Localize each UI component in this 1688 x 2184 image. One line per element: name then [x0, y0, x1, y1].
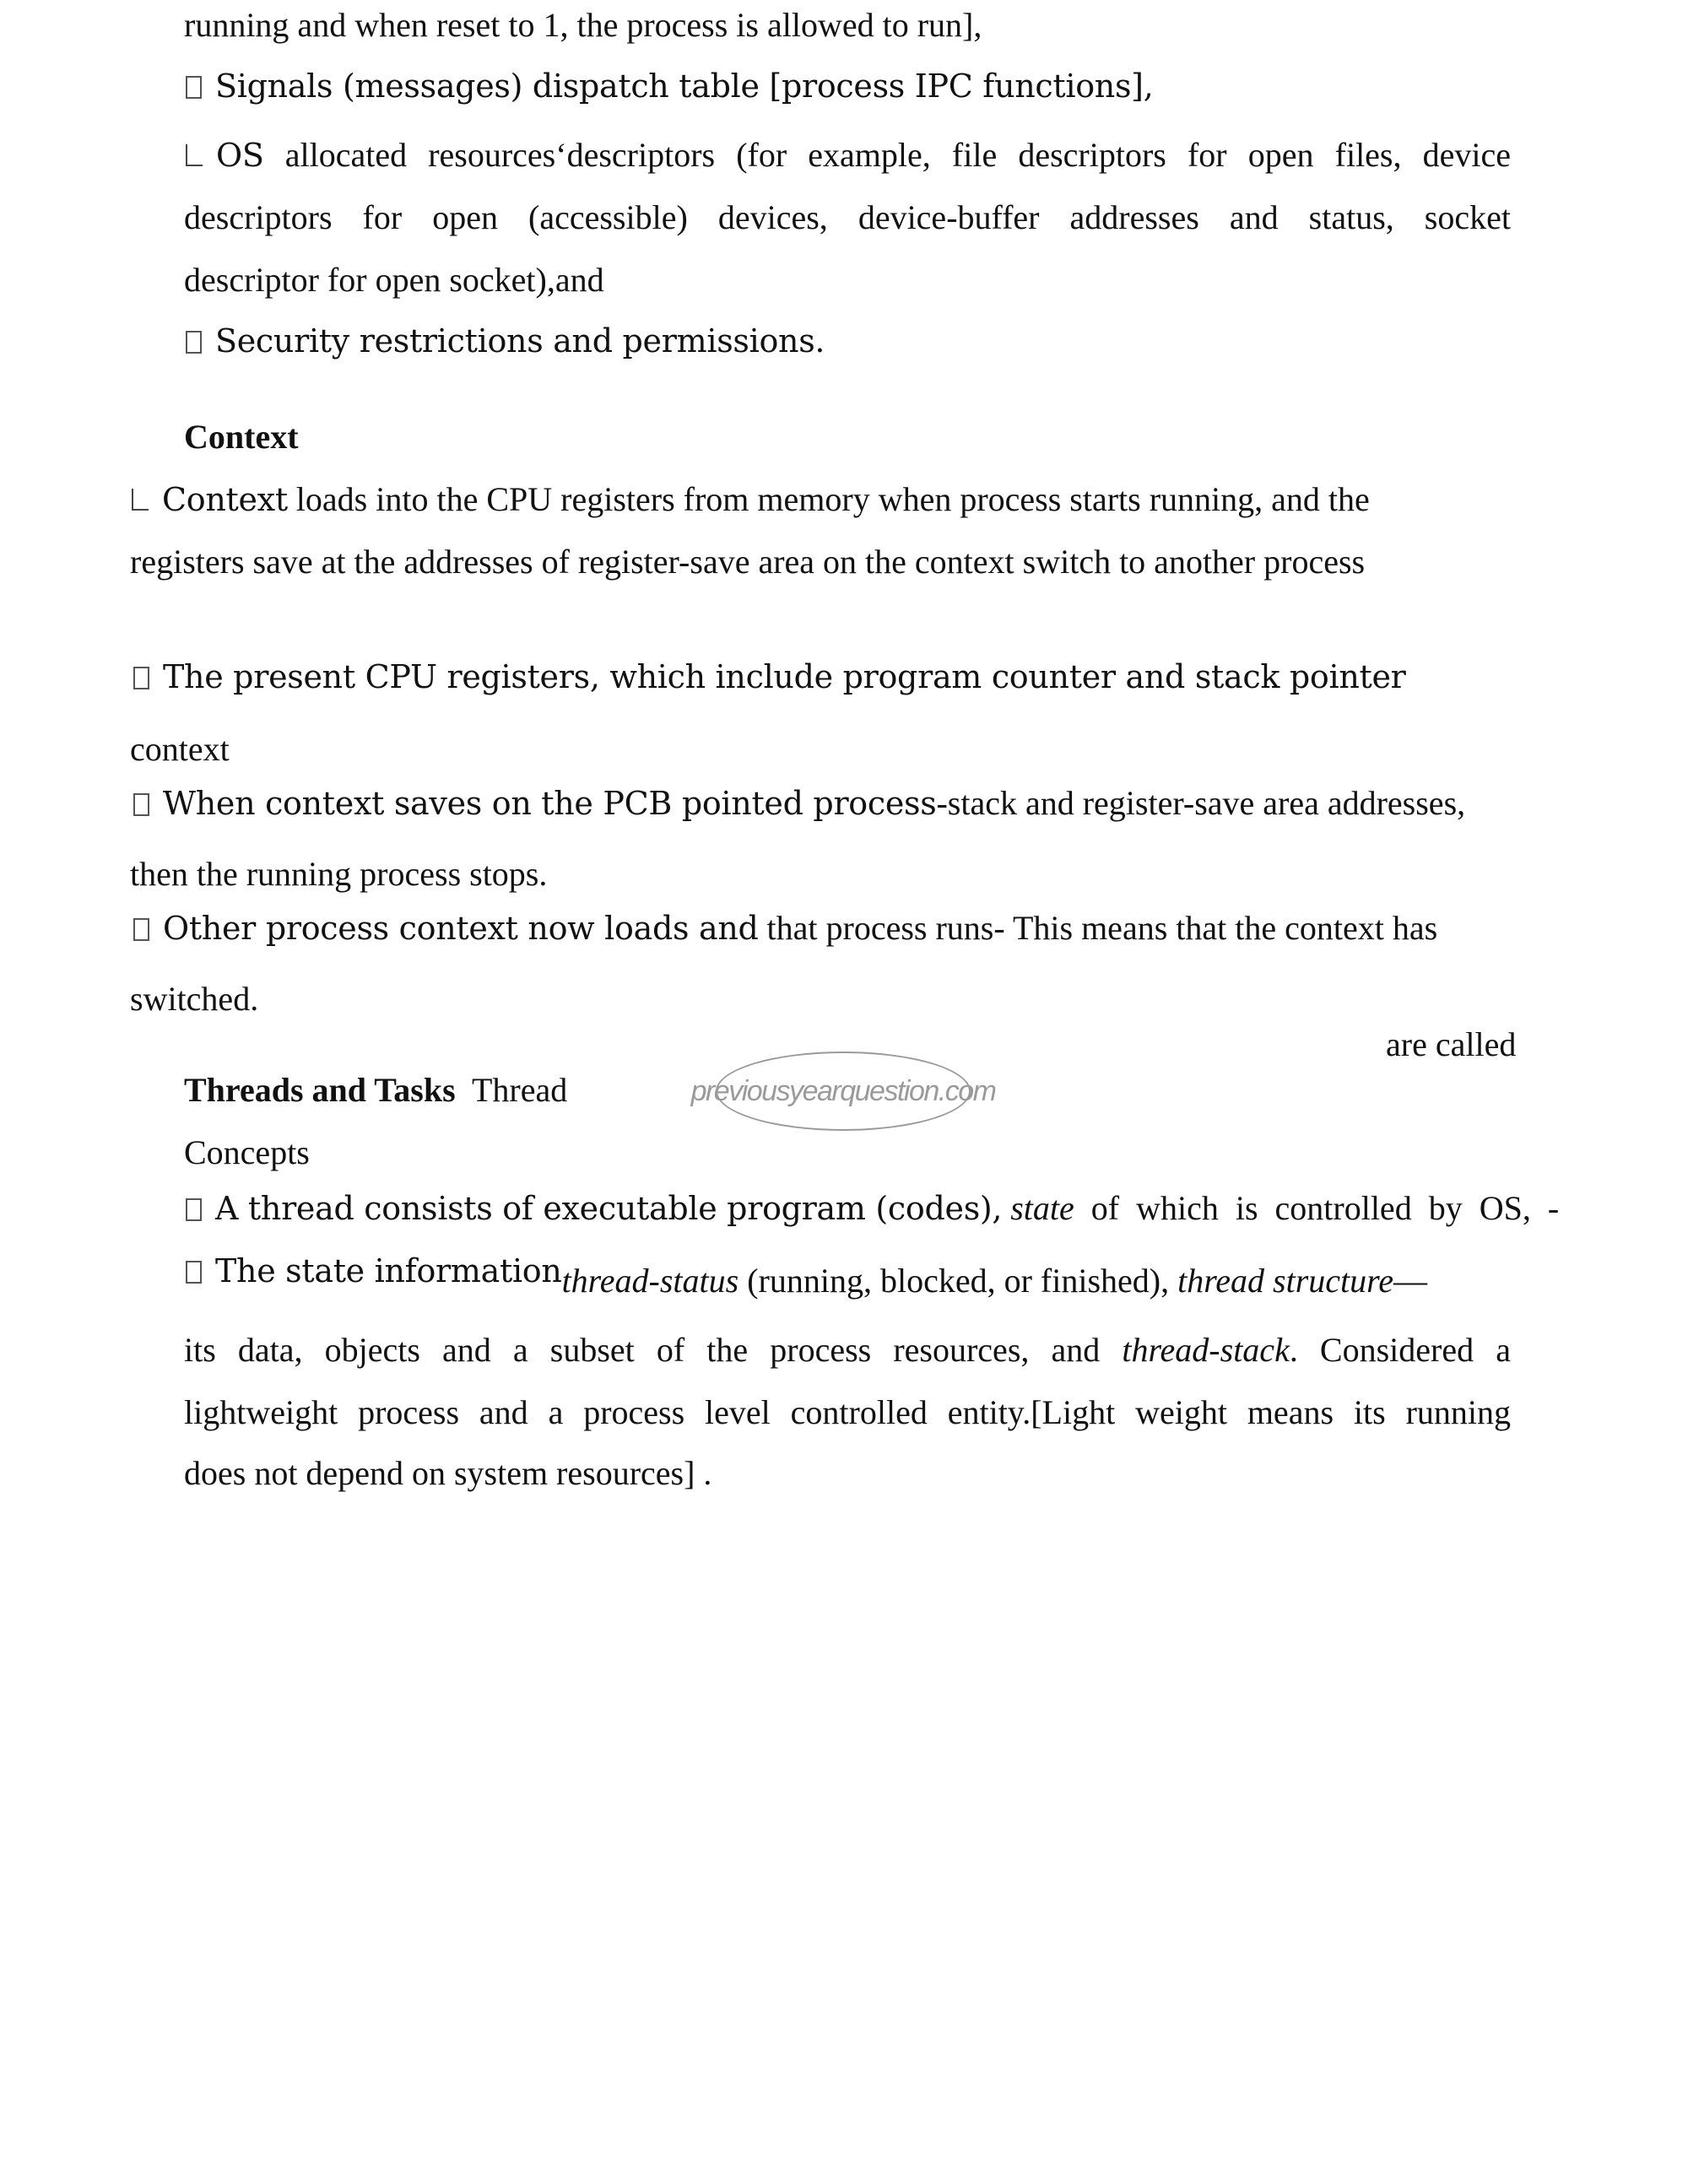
text: state [1010, 1189, 1074, 1227]
section-heading-threads [184, 1070, 567, 1111]
checkbox-bullet-icon [133, 918, 149, 941]
text: Signals (messages) dispatch table [process IPC functions], [215, 68, 1154, 105]
text-line [184, 1133, 310, 1173]
bullet-item-signals [186, 66, 1154, 106]
text: thread-stack [1122, 1331, 1290, 1369]
text: that process runs- This means that the context has [766, 909, 1438, 947]
text: (running, blocked, or finished), [747, 1262, 1170, 1300]
checkbox-bullet-icon [186, 76, 202, 99]
text: Thread [471, 1071, 568, 1109]
text: Security restrictions and permissions. [215, 322, 825, 359]
text: Context [162, 481, 288, 518]
watermark-logo [690, 1051, 996, 1131]
text: its data, objects and a subset of the process resources, and [184, 1331, 1101, 1369]
text: descriptor for open socket),and [184, 261, 604, 299]
bullet-item-context [132, 479, 1370, 520]
text: of which is controlled by OS, - [1090, 1189, 1560, 1227]
text-line [130, 729, 230, 770]
heading-text: Context [184, 418, 299, 456]
text-line [130, 542, 1365, 582]
text: lightweight process and a process level controlled entity.[Light weight means its running [184, 1393, 1511, 1431]
text: . Considered a [1289, 1331, 1511, 1369]
bullet-item-thread-consists [186, 1188, 1559, 1229]
text: are called [1386, 1025, 1517, 1063]
text: A thread consists of executable program (codes), [215, 1190, 1003, 1227]
text-fragment [1386, 1024, 1516, 1065]
text: — [1393, 1262, 1427, 1300]
bullet-item-os [186, 135, 1511, 176]
text: does not depend on system resources] . [184, 1454, 712, 1492]
checkbox-bullet-icon [186, 1198, 202, 1221]
text: context [130, 730, 230, 768]
bullet-item-state-information [186, 1251, 1427, 1300]
text: then the running process stops. [130, 855, 548, 893]
text: -stack and register-save area addresses, [936, 784, 1466, 822]
text: When context saves on the PCB pointed process [163, 785, 937, 822]
text: switched. [130, 980, 259, 1018]
bullet-item-context-saves [133, 783, 1465, 824]
text-line [184, 1453, 711, 1494]
bullet-item-security [186, 321, 825, 361]
text: Other process context now loads and [163, 910, 759, 947]
checkbox-bullet-icon [133, 793, 149, 816]
text: thread structure [1177, 1262, 1393, 1300]
text-line [130, 854, 547, 895]
text: allocated resources‘descriptors (for example, file descriptors for open files, device [284, 136, 1512, 174]
watermark-text: previousyearquestion.com [690, 1074, 996, 1107]
corner-bullet-icon [186, 144, 203, 166]
text: The state information [215, 1252, 562, 1289]
bullet-item-other-process [133, 908, 1437, 949]
section-heading-context [184, 417, 299, 457]
text-line [184, 1330, 1511, 1370]
text: Concepts [184, 1133, 310, 1171]
text: loads into the CPU registers from memory when process starts running, and the [295, 480, 1370, 518]
text: running and when reset to 1, the process is allowed to run], [184, 6, 982, 44]
corner-bullet-icon [132, 489, 149, 511]
text-line [184, 260, 604, 300]
text: OS [216, 137, 264, 174]
text: registers save at the addresses of register-save area on the context switch to another process [130, 543, 1366, 581]
text-line [184, 197, 1511, 238]
text: The present CPU registers, which include program counter and stack pointer [163, 658, 1406, 695]
text-line [184, 5, 982, 46]
bullet-item-present-registers [133, 657, 1406, 697]
checkbox-bullet-icon [186, 1261, 202, 1284]
heading-text: Threads and Tasks [184, 1071, 456, 1109]
text-line [130, 979, 258, 1019]
checkbox-bullet-icon [186, 331, 202, 354]
text-line [184, 1392, 1511, 1433]
text: descriptors for open (accessible) devices, device-buffer addresses and status, socket [184, 198, 1511, 236]
checkbox-bullet-icon [133, 667, 149, 689]
text: thread-status [561, 1262, 739, 1300]
